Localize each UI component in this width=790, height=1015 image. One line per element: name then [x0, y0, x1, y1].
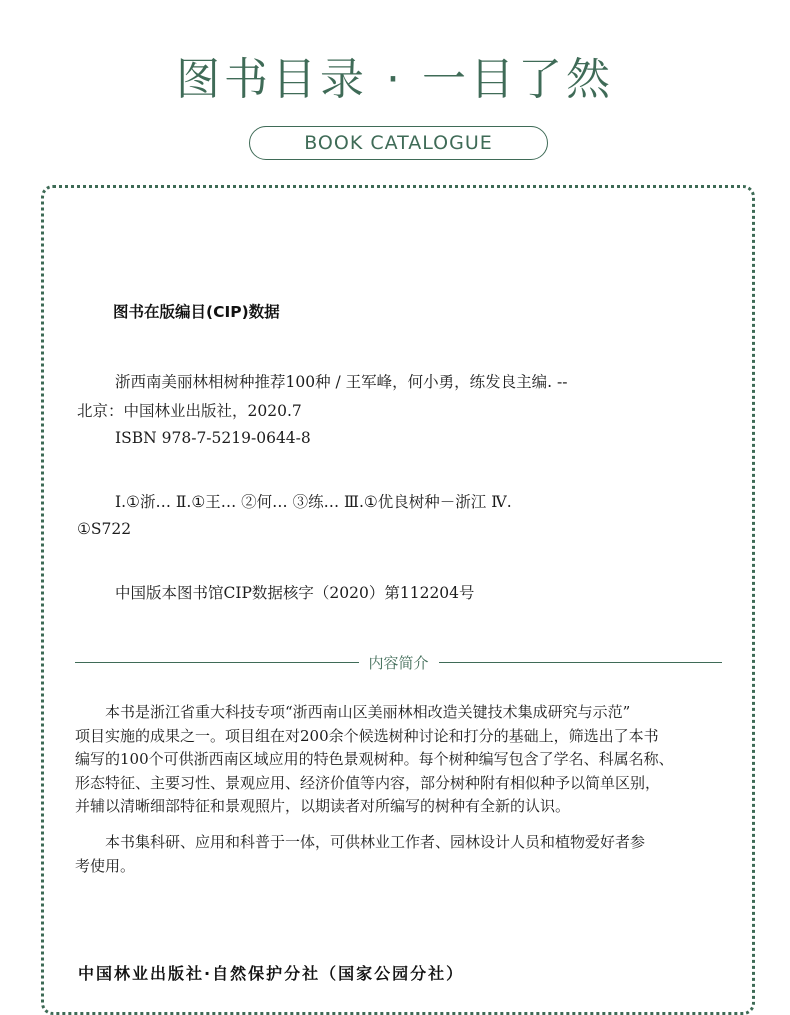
publisher-footer: 中国林业出版社·自然保护分社（国家公园分社） — [78, 964, 465, 983]
page-title: 图书目录 · 一目了然 — [176, 54, 614, 105]
summary-line: 形态特征、主要习性、景观应用、经济价值等内容，部分树种附有相似种予以简单区别， — [75, 773, 661, 792]
cip-number: 中国版本图书馆CIP数据核字（2020）第112204号 — [115, 584, 475, 602]
cip-publisher-line: 北京：中国林业出版社，2020.7 — [77, 402, 302, 420]
cip-isbn: ISBN 978-7-5219-0644-8 — [115, 429, 311, 447]
cip-classification-line: Ⅰ.①浙… Ⅱ.①王… ②何… ③练… Ⅲ.①优良树种－浙江 Ⅳ. — [115, 493, 512, 511]
cip-heading: 图书在版编目(CIP)数据 — [113, 303, 280, 321]
summary-line: 编写的100个可供浙西南区域应用的特色景观树种。每个树种编写包含了学名、科属名称、 — [75, 750, 674, 768]
summary-line: 本书是浙江省重大科技专项“浙西南山区美丽林相改造关键技术集成研究与示范” — [105, 703, 631, 721]
summary-line: 本书集科研、应用和科普于一体，可供林业工作者、园林设计人员和植物爱好者参 — [105, 833, 646, 851]
summary-paragraph-1 — [75, 701, 725, 819]
summary-line: 并辅以清晰细部特征和景观照片，以期读者对所编写的树种有全新的认识。 — [75, 797, 571, 815]
summary-heading: 内容简介 — [368, 653, 429, 672]
book-catalogue-badge — [249, 126, 548, 160]
summary-divider — [75, 651, 722, 673]
divider-rule-left — [75, 662, 359, 663]
divider-rule-right — [439, 662, 723, 663]
summary-line: 项目实施的成果之一。项目组在对200余个候选树种讨论和打分的基础上，筛选出了本书 — [75, 726, 659, 745]
cip-classification-code: ①S722 — [77, 520, 132, 538]
cip-title-line: 浙西南美丽林相树种推荐100种 / 王军峰，何小勇，练发良主编. -- — [115, 373, 568, 391]
summary-line: 考使用。 — [75, 856, 136, 875]
summary-paragraph-2 — [75, 831, 725, 878]
book-catalogue-label: BOOK CATALOGUE — [304, 132, 493, 154]
